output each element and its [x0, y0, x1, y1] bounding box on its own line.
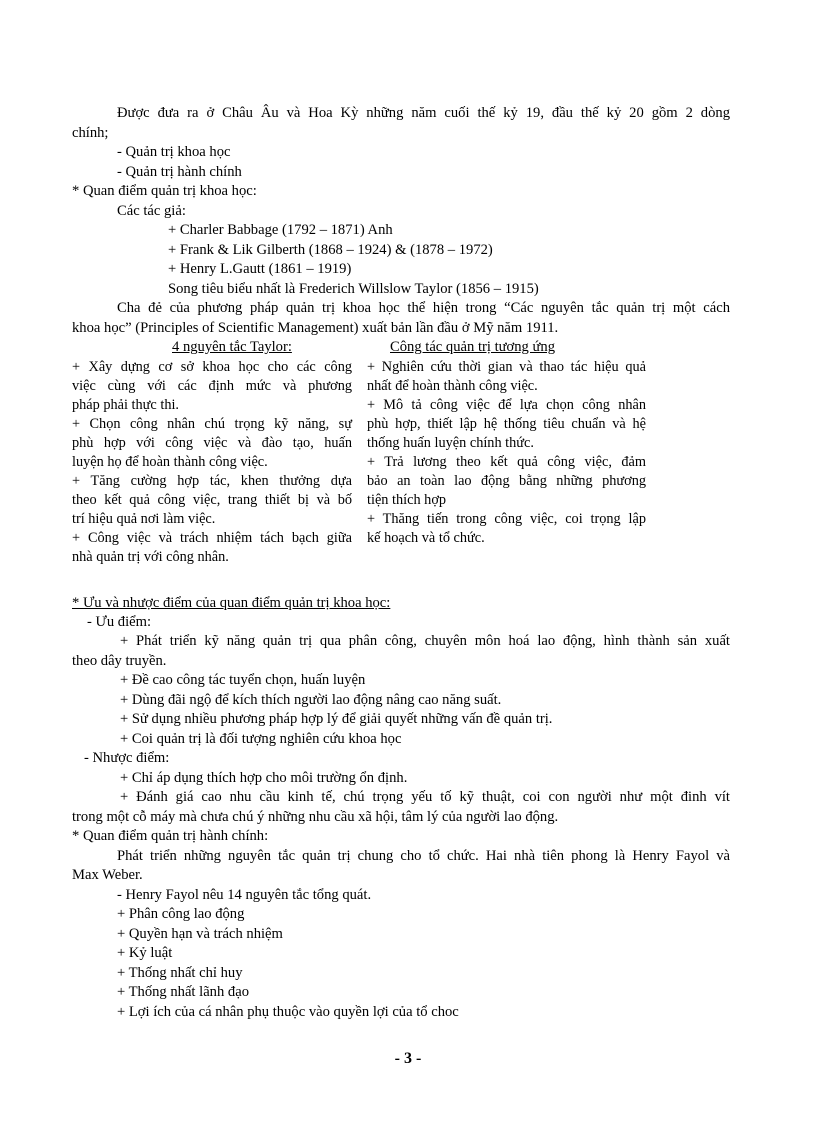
taylor-principle-line: theo kết quả công việc, trang thiết bị và bố	[72, 492, 352, 508]
principle-item: + Phân công lao động	[117, 906, 245, 922]
author-item: + Henry L.Gautt (1861 – 1919)	[168, 261, 352, 277]
con-line-1: + Đánh giá cao nhu cầu kinh tế, chú trọng yếu tố kỹ thuật, coi con người như một đinh vít	[120, 789, 730, 805]
taylor-principle-line: việc cùng với các định mức và phương	[72, 378, 352, 394]
principle-item: + Quyền hạn và trách nhiệm	[117, 926, 283, 942]
administrative-intro-line-2: Max Weber.	[72, 867, 143, 883]
principle-item: + Thống nhất lãnh đạo	[117, 984, 249, 1000]
taylor-principle-line: + Công việc và trách nhiệm tách bạch giữa	[72, 530, 352, 546]
con-line-2: trong một cỗ máy mà chưa chú ý những nhu cầu xã hội, tâm lý của người lao động.	[72, 809, 559, 825]
author-item: + Frank & Lik Gilberth (1868 – 1924) & (1878 – 1972)	[168, 242, 493, 258]
intro-item-1: - Quản trị khoa học	[117, 144, 231, 160]
taylor-left-header: 4 nguyên tắc Taylor:	[172, 339, 292, 355]
taylor-principle-line: + Tăng cường hợp tác, khen thưởng dựa	[72, 473, 352, 489]
cons-label: - Nhược điểm:	[84, 750, 170, 766]
intro-item-2: - Quản trị hành chính	[117, 164, 242, 180]
taylor-principle-line: trí hiệu quả nơi làm việc.	[72, 511, 216, 527]
page-number: - 3 -	[394, 1050, 422, 1067]
taylor-principle-line: + Chọn công nhân chú trọng kỹ năng, sự	[72, 416, 352, 432]
taylor-management-line: thống huấn luyện chính thức.	[367, 435, 534, 451]
administrative-heading: * Quan điểm quản trị hành chính:	[72, 828, 269, 844]
taylor-principle-line: nhà quản trị với công nhân.	[72, 549, 229, 565]
author-item: + Charler Babbage (1792 – 1871) Anh	[168, 222, 393, 238]
pro-item: + Sử dụng nhiều phương pháp hợp lý để giải quyết những vấn đề quản trị.	[120, 711, 553, 727]
taylor-principles-column	[72, 358, 352, 567]
scientific-heading: * Quan điểm quản trị khoa học:	[72, 183, 257, 199]
taylor-principle-line: phù hợp với công việc và đào tạo, huấn	[72, 435, 352, 451]
principle-item: + Lợi ích của cá nhân phụ thuộc vào quyền lợi của tổ choc	[117, 1004, 459, 1020]
pro-line-1: + Phát triển kỹ năng quản trị qua phân công, chuyên môn hoá lao động, hình thành sản xuất	[120, 633, 730, 649]
pros-cons-heading: * Ưu và nhược điểm của quan điểm quản trị khoa học:	[72, 595, 391, 611]
taylor-right-header: Công tác quản trị tương ứng	[390, 339, 555, 355]
taylor-management-line: kế hoạch và tổ chức.	[367, 530, 485, 546]
intro-line-2: chính;	[72, 125, 109, 141]
father-line-2: khoa học” (Principles of Scientific Management) xuất bản lần đầu ở Mỹ năm 1911.	[72, 320, 559, 336]
principle-item: + Thống nhất chỉ huy	[117, 965, 243, 981]
taylor-management-line: + Thăng tiến trong công việc, coi trọng lập	[367, 511, 646, 527]
taylor-management-line: + Trả lương theo kết quả công việc, đảm	[367, 454, 646, 470]
father-line-1: Cha đẻ của phương pháp quản trị khoa học thể hiện trong “Các nguyên tắc quản trị một cách	[117, 300, 730, 316]
taylor-principle-line: luyện họ để hoàn thành công việc.	[72, 454, 268, 470]
taylor-management-line: bảo an toàn lao động bằng những phương	[367, 473, 646, 489]
authors-label: Các tác giả:	[117, 203, 186, 219]
pros-label: - Ưu điểm:	[87, 614, 152, 630]
pro-item: + Đề cao công tác tuyển chọn, huấn luyện	[120, 672, 366, 688]
taylor-management-line: phù hợp, thiết lập hệ thống tiêu chuẩn và hệ	[367, 416, 646, 432]
fayol-line: - Henry Fayol nêu 14 nguyên tắc tổng quát.	[117, 887, 372, 903]
intro-line-1: Được đưa ra ở Châu Âu và Hoa Kỳ những năm cuối thế kỷ 19, đầu thế kỷ 20 gồm 2 dòng	[117, 105, 730, 121]
taylor-management-line: nhất để hoàn thành công việc.	[367, 378, 538, 394]
principle-item: + Kỷ luật	[117, 945, 173, 961]
administrative-intro-line-1: Phát triển những nguyên tắc quản trị chung cho tổ chức. Hai nhà tiên phong là Henry Fayol và	[117, 848, 730, 864]
taylor-management-line: tiện thích hợp	[367, 492, 447, 508]
con-item: + Chỉ áp dụng thích hợp cho môi trường ổn định.	[120, 770, 408, 786]
pro-item: + Coi quản trị là đối tượng nghiên cứu khoa học	[120, 731, 402, 747]
pro-line-2: theo dây truyền.	[72, 653, 167, 669]
pro-item: + Dùng đãi ngộ để kích thích người lao động nâng cao năng suất.	[120, 692, 502, 708]
taylor-principle-line: + Xây dựng cơ sở khoa học cho các công	[72, 359, 352, 375]
representative-line: Song tiêu biểu nhất là Frederich Willslow Taylor (1856 – 1915)	[168, 281, 539, 297]
taylor-management-column	[367, 358, 646, 548]
taylor-management-line: + Nghiên cứu thời gian và thao tác hiệu quả	[367, 359, 646, 375]
taylor-management-line: + Mô tả công việc để lựa chọn công nhân	[367, 397, 646, 413]
taylor-principle-line: pháp phải thực thi.	[72, 397, 180, 413]
